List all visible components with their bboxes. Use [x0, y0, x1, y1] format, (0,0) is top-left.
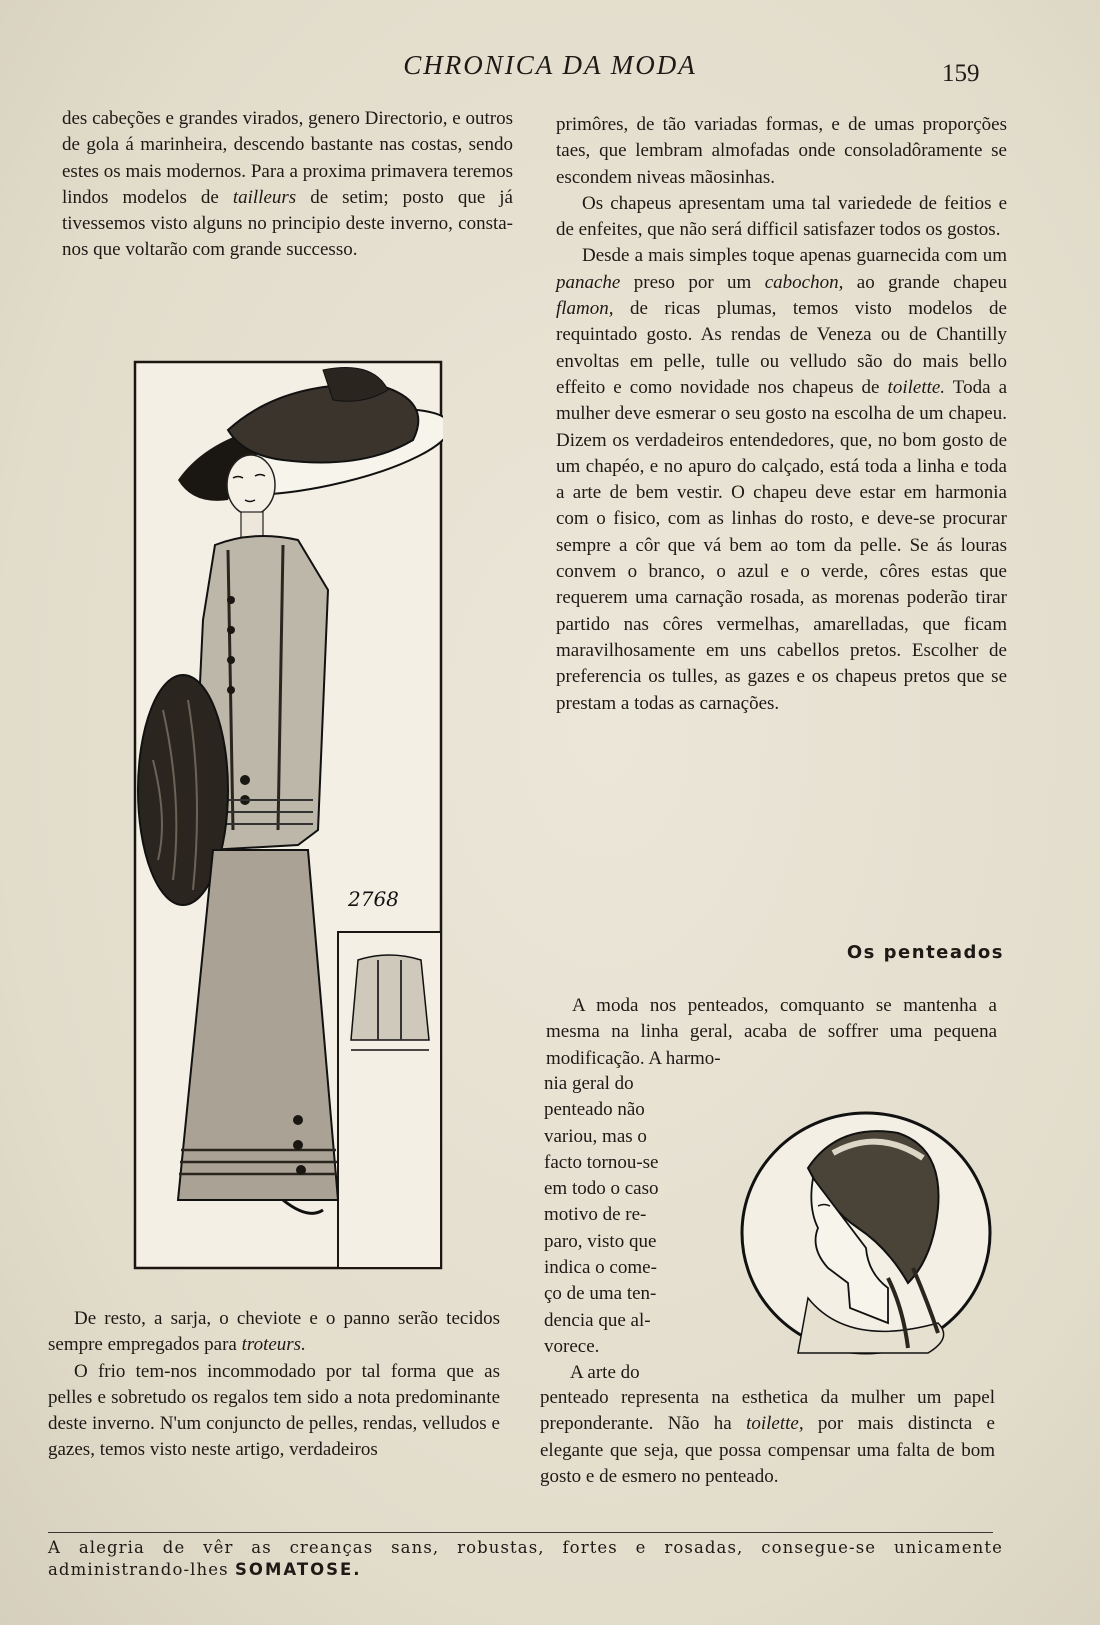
narrow-line: ço de uma ten-: [544, 1283, 657, 1305]
paragraph: Os chapeus apresentam uma tal variedede de feitios e de enfeites, que não será difficil satisfazer todos os gostos.: [556, 192, 1007, 241]
section-heading: Os penteados: [846, 942, 1004, 963]
narrow-text-column: [544, 1071, 696, 1387]
narrow-line: indica o come-: [544, 1257, 657, 1279]
narrow-line: facto tornou-se: [544, 1151, 659, 1173]
text-run: Desde a mais simples toque apenas guarnecida com um: [582, 245, 1007, 267]
footer-advertisement: [48, 1537, 1003, 1581]
narrow-line: em todo o caso: [544, 1178, 659, 1200]
narrow-line: A arte do: [570, 1362, 640, 1384]
paragraph: [540, 1385, 995, 1490]
left-column-bottom: [48, 1306, 500, 1464]
narrow-line: variou, mas o: [544, 1125, 647, 1147]
text-run: Toda a mulher deve esmerar o seu gosto na escolha de um chapeu. Dizem os verdadeiros entendedores, que, no bom gosto de um chapéo, e no apuro do calçado, está toda a linha e toda a arte de bem vestir. O chapeu deve estar em harmonia com o fisico, com as linhas do rosto, e deve-se procurar sempre a côr que vá bem ao tom da pelle. Se ás louras convem o branco, o azul e o verde, côres estas que requerem uma carnação rosada, as morenas poderão tirar partido nas côres vermelhas, amarelladas, que ficam maravilhosamente em uns cabellos pretos. Escolher de preferencia os tulles, as gazes e os chapeus pretos que se prestam a todas as carnações.: [556, 376, 1008, 714]
italic-term: toilette.: [887, 376, 946, 398]
paragraph: A moda nos penteados, comquanto se mantenha a mesma na linha geral, acaba de soffrer uma pequena modificação. A harmo-: [546, 995, 997, 1069]
portrait-illustration: [738, 1108, 994, 1358]
text-run: penteado representa na esthetica da mulher um papel preponderante. Não ha: [540, 1387, 995, 1435]
right-column-bottom: [540, 1385, 995, 1490]
footer-brand: SOMATOSE.: [235, 1560, 362, 1579]
italic-term: panache: [556, 271, 621, 293]
right-column-top: [556, 112, 1007, 717]
text-run: de ricas plumas, temos visto modelos de requintado gosto. As rendas de Veneza ou de Chantilly envoltas em pelle, tulle ou velludo são do mais bello effeito e como novidade nos chapeus de: [556, 298, 1007, 398]
footer-divider: [48, 1532, 993, 1533]
narrow-line: vorece.: [544, 1335, 600, 1357]
paragraph: primôres, de tão variadas formas, e de umas proporções taes, que lembram almofadas onde consoladôramente se escondem niveas mãosinhas.: [556, 114, 1007, 188]
text-run: por mais distincta e elegante que seja, que possa compensar uma falta de bom gosto e de esmero no penteado.: [540, 1413, 995, 1487]
paragraph: [556, 243, 1007, 716]
page-number: 159: [942, 60, 980, 87]
italic-term: toilette,: [746, 1413, 804, 1435]
left-column-top: [62, 106, 513, 264]
text-run: De resto, a sarja, o cheviote e o panno serão tecidos sempre empregados para: [48, 1308, 500, 1356]
narrow-line: motivo de re-: [544, 1204, 647, 1226]
italic-term: flamon,: [556, 298, 614, 320]
paragraph: [62, 106, 513, 264]
text-run: preso por um: [620, 271, 765, 293]
italic-term: cabochon,: [764, 271, 844, 293]
fashion-illustration: [133, 360, 443, 1270]
text-run: ao grande chapeu: [843, 271, 1007, 293]
narrow-line: penteado não: [544, 1099, 645, 1121]
paragraph: O frio tem-nos incommodado por tal forma que as pelles e sobretudo os regalos tem sido a nota predominante deste inverno. N'um conjuncto de pelles, rendas, velludos e gazes, temos visto neste artigo, verdadeiros: [48, 1360, 500, 1461]
italic-term: troteurs.: [241, 1334, 306, 1356]
section-intro: [546, 993, 997, 1072]
narrow-line: paro, visto que: [544, 1230, 657, 1252]
running-title: CHRONICA DA MODA: [403, 50, 697, 80]
narrow-line: nia geral do: [544, 1073, 634, 1094]
italic-term: tailleurs: [232, 186, 297, 208]
narrow-line: dencia que al-: [544, 1309, 651, 1331]
text-run: des cabeções e grandes virados, genero Directorio, e outros de gola á marinheira, descendo bastante nas costas, sendo estes os mais modernos. Para a proxima primavera teremos lindos modelos de: [62, 108, 513, 208]
paragraph: [48, 1306, 500, 1359]
model-number-label: 2768: [348, 887, 399, 911]
text-run: de setim; posto que já tivessemos visto alguns no principio deste inverno, consta-nos que voltarão com grande successo.: [62, 186, 513, 261]
footer-text: A alegria de vêr as creanças sans, robustas, fortes e rosadas, consegue-se unicamente administrando-lhes: [48, 1538, 1003, 1579]
